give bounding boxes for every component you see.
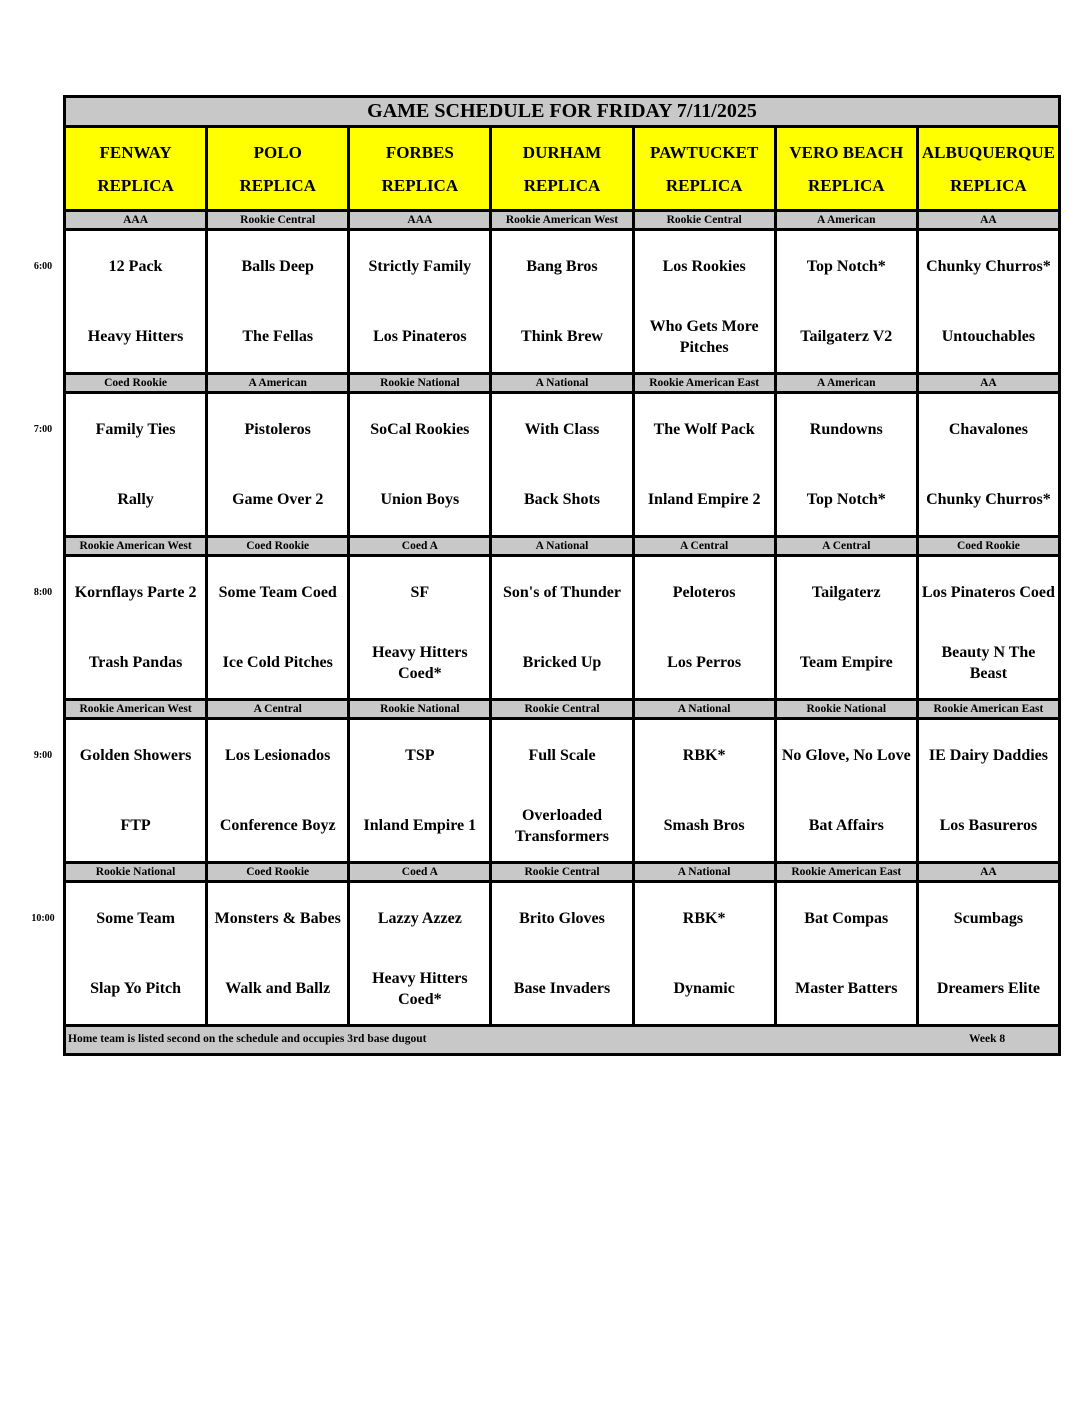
home-team: Overloaded Transformers <box>515 806 609 845</box>
field-header <box>917 127 1059 211</box>
away-team: TSP <box>405 747 435 764</box>
away-team: Kornflays Parte 2 <box>74 584 197 601</box>
away-team: Rundowns <box>809 421 883 438</box>
game-cell <box>349 230 491 374</box>
game-cell <box>633 393 775 537</box>
game-cell <box>775 882 917 1026</box>
field-name: ALBUQUERQUE <box>921 142 1056 162</box>
division-label: A Central <box>775 537 917 556</box>
division-label: Rookie Central <box>491 863 633 882</box>
away-team: Some Team <box>96 910 175 927</box>
division-label: Rookie National <box>65 863 207 882</box>
schedule-title: GAME SCHEDULE FOR FRIDAY 7/11/2025 <box>65 97 1060 127</box>
home-team: Back Shots <box>523 491 600 508</box>
field-name: DURHAM <box>522 142 602 162</box>
field-name: FENWAY <box>99 142 172 162</box>
division-label: A National <box>633 863 775 882</box>
field-subtitle: REPLICA <box>239 175 316 195</box>
away-team: The Wolf Pack <box>653 421 755 438</box>
division-row <box>65 374 1060 393</box>
home-team: Who Gets More Pitches <box>649 317 759 356</box>
division-label: A National <box>491 374 633 393</box>
home-team: Bricked Up <box>522 654 602 671</box>
game-cell <box>917 556 1059 700</box>
home-team: FTP <box>120 817 151 834</box>
division-label: Rookie Central <box>491 700 633 719</box>
away-team: With Class <box>524 421 600 438</box>
division-label: AA <box>917 374 1059 393</box>
home-team: Untouchables <box>941 328 1036 345</box>
home-team: Dynamic <box>673 980 735 997</box>
field-subtitle: REPLICA <box>665 175 743 195</box>
division-label: A American <box>207 374 349 393</box>
home-team: Heavy Hitters Coed* <box>372 643 468 682</box>
game-cell <box>775 719 917 863</box>
game-row <box>65 393 1060 537</box>
field-subtitle: REPLICA <box>97 175 174 195</box>
home-team: Top Notch* <box>806 491 886 508</box>
away-team: Top Notch* <box>806 258 886 275</box>
game-cell <box>65 719 207 863</box>
game-cell <box>775 393 917 537</box>
away-team: Monsters & Babes <box>214 910 341 927</box>
away-team: SoCal Rookies <box>370 421 470 438</box>
game-cell <box>207 882 349 1026</box>
field-header <box>633 127 775 211</box>
footer <box>65 1026 1060 1055</box>
game-cell <box>65 393 207 537</box>
away-team: No Glove, No Love <box>781 747 911 764</box>
division-label: A National <box>633 700 775 719</box>
game-cell <box>491 230 633 374</box>
away-team: Los Lesionados <box>225 747 331 764</box>
away-team: 12 Pack <box>108 258 163 275</box>
away-team: Bang Bros <box>526 258 598 275</box>
home-team: Dreamers Elite <box>936 980 1041 997</box>
home-team: Tailgaterz V2 <box>800 328 893 345</box>
game-cell <box>349 556 491 700</box>
home-team: Rally <box>117 491 154 508</box>
home-team: Slap Yo Pitch <box>90 980 182 997</box>
division-row <box>65 211 1060 230</box>
field-name: PAWTUCKET <box>649 142 759 162</box>
home-team: The Fellas <box>242 328 314 345</box>
home-team: Los Pinateros <box>373 328 467 345</box>
away-team: Balls Deep <box>241 258 314 275</box>
time-label: 8:00 <box>33 586 53 598</box>
game-row <box>65 230 1060 374</box>
game-cell <box>633 556 775 700</box>
footer-note: Home team is listed second on the schedule and occupies 3rd base dugout <box>68 1033 427 1045</box>
field-subtitle: REPLICA <box>950 175 1027 195</box>
division-label: AA <box>917 863 1059 882</box>
away-team: Chavalones <box>948 421 1028 438</box>
game-cell <box>349 393 491 537</box>
away-team: Full Scale <box>528 747 596 764</box>
game-cell <box>207 719 349 863</box>
game-cell <box>65 230 207 374</box>
away-team: Tailgaterz <box>811 584 881 601</box>
home-team: Heavy Hitters <box>87 328 184 345</box>
game-cell <box>917 719 1059 863</box>
home-team: Union Boys <box>380 491 460 508</box>
division-label: Rookie National <box>349 700 491 719</box>
home-team: Base Invaders <box>513 980 611 997</box>
field-name: VERO BEACH <box>789 142 904 162</box>
division-label: AA <box>917 211 1059 230</box>
time-label: 7:00 <box>33 423 53 435</box>
away-team: Golden Showers <box>79 747 192 764</box>
game-cell <box>65 882 207 1026</box>
away-team: Chunky Churros* <box>926 258 1051 275</box>
field-header <box>65 127 207 211</box>
division-row <box>65 700 1060 719</box>
division-label: Rookie American West <box>65 700 207 719</box>
division-label: A American <box>775 211 917 230</box>
game-row <box>65 556 1060 700</box>
week-label: Week 8 <box>969 1033 1006 1045</box>
field-name: FORBES <box>385 142 454 162</box>
game-cell <box>917 393 1059 537</box>
game-cell <box>207 556 349 700</box>
field-subtitle: REPLICA <box>808 175 885 195</box>
game-cell <box>917 882 1059 1026</box>
game-cell <box>491 882 633 1026</box>
division-label: Rookie National <box>775 700 917 719</box>
game-cell <box>349 719 491 863</box>
division-row <box>65 537 1060 556</box>
game-cell <box>207 230 349 374</box>
home-team: Heavy Hitters Coed* <box>372 969 468 1008</box>
home-team: Inland Empire 2 <box>647 491 761 508</box>
home-team: Inland Empire 1 <box>363 817 477 834</box>
home-team: Los Perros <box>667 654 742 671</box>
home-team: Los Basureros <box>939 817 1038 834</box>
time-label: 10:00 <box>31 912 55 924</box>
home-team: Master Batters <box>795 980 898 997</box>
division-label: Coed Rookie <box>207 537 349 556</box>
game-cell <box>349 882 491 1026</box>
field-subtitle: REPLICA <box>381 175 459 195</box>
away-team: Los Pinateros Coed <box>921 584 1055 601</box>
division-label: Rookie American East <box>775 863 917 882</box>
away-team: Pistoleros <box>244 421 311 438</box>
game-cell <box>491 393 633 537</box>
time-label: 9:00 <box>33 749 53 761</box>
home-team: Conference Boyz <box>219 817 336 834</box>
home-team: Smash Bros <box>663 817 745 834</box>
game-cell <box>207 393 349 537</box>
field-name: POLO <box>253 142 302 162</box>
away-team: RBK* <box>682 747 726 764</box>
division-label: Coed Rookie <box>65 374 207 393</box>
game-cell <box>633 719 775 863</box>
division-label: AAA <box>65 211 207 230</box>
game-cell <box>633 882 775 1026</box>
division-label: Rookie American West <box>65 537 207 556</box>
away-team: SF <box>410 584 430 601</box>
field-header <box>775 127 917 211</box>
away-team: Son's of Thunder <box>503 584 621 601</box>
game-row <box>65 882 1060 1026</box>
away-team: IE Dairy Daddies <box>928 747 1048 764</box>
home-team: Walk and Ballz <box>225 980 331 997</box>
game-cell <box>491 719 633 863</box>
away-team: Brito Gloves <box>519 910 605 927</box>
division-label: Rookie American West <box>491 211 633 230</box>
division-label: Rookie American East <box>917 700 1059 719</box>
title-row <box>65 97 1060 127</box>
away-team: Los Rookies <box>662 258 746 275</box>
away-team: RBK* <box>682 910 726 927</box>
away-team: Some Team Coed <box>218 584 337 601</box>
game-cell <box>775 230 917 374</box>
home-team: Ice Cold Pitches <box>222 654 333 671</box>
division-label: Coed Rookie <box>207 863 349 882</box>
home-team: Trash Pandas <box>88 654 183 671</box>
division-row <box>65 863 1060 882</box>
game-cell <box>65 556 207 700</box>
home-team: Bat Affairs <box>808 817 884 834</box>
game-cell <box>491 556 633 700</box>
home-team: Team Empire <box>799 654 893 671</box>
field-subtitle: REPLICA <box>523 175 601 195</box>
footer-row <box>65 1026 1060 1055</box>
home-team: Chunky Churros* <box>926 491 1051 508</box>
home-team: Think Brew <box>521 328 603 345</box>
home-team: Game Over 2 <box>232 491 324 508</box>
division-label: Rookie Central <box>633 211 775 230</box>
away-team: Strictly Family <box>368 258 472 275</box>
field-header-row <box>65 127 1060 211</box>
division-label: Rookie National <box>349 374 491 393</box>
division-label: A Central <box>633 537 775 556</box>
division-label: Coed A <box>349 537 491 556</box>
game-cell <box>633 230 775 374</box>
field-header <box>207 127 349 211</box>
away-team: Scumbags <box>953 910 1024 927</box>
division-label: A American <box>775 374 917 393</box>
away-team: Lazzy Azzez <box>377 910 462 927</box>
division-label: Rookie Central <box>207 211 349 230</box>
division-label: A Central <box>207 700 349 719</box>
division-label: Rookie American East <box>633 374 775 393</box>
home-team: Beauty N The Beast <box>941 643 1036 682</box>
away-team: Family Ties <box>95 421 176 438</box>
schedule-table <box>63 95 1061 1056</box>
field-header <box>349 127 491 211</box>
division-label: Coed A <box>349 863 491 882</box>
time-label: 6:00 <box>33 260 53 272</box>
field-header <box>491 127 633 211</box>
away-team: Bat Compas <box>804 910 889 927</box>
division-label: AAA <box>349 211 491 230</box>
game-cell <box>775 556 917 700</box>
division-label: A National <box>491 537 633 556</box>
game-cell <box>917 230 1059 374</box>
away-team: Peloteros <box>672 584 736 601</box>
game-row <box>65 719 1060 863</box>
division-label: Coed Rookie <box>917 537 1059 556</box>
